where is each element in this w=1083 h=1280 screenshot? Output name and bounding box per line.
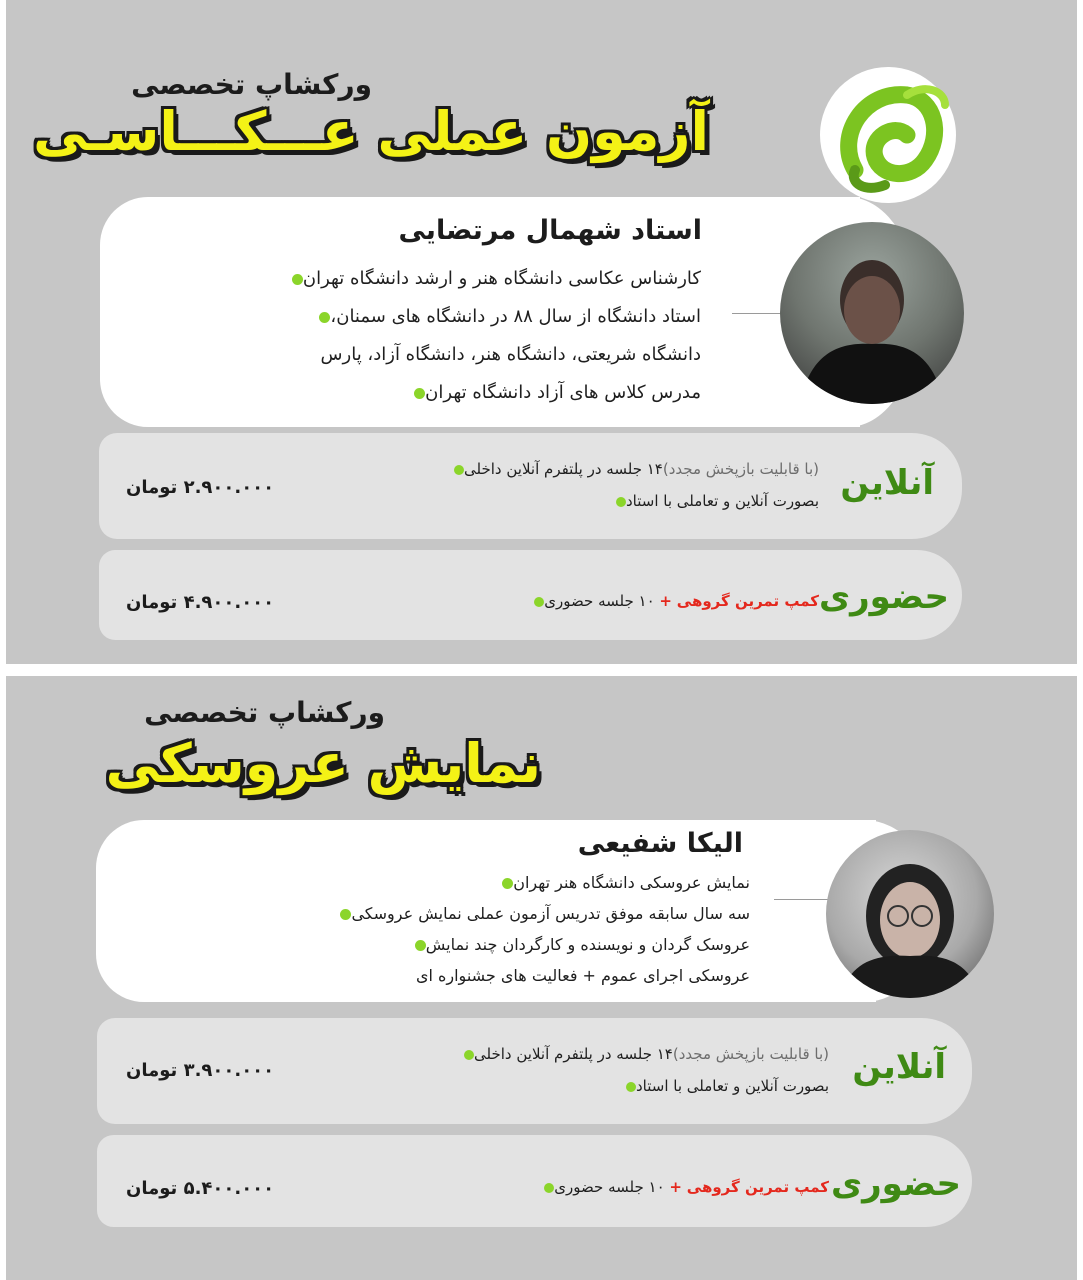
inperson-sessions-line: کمپ تمرین گروهی + ۱۰ جلسه حضوری bbox=[522, 592, 819, 610]
teacher-bio-list bbox=[282, 268, 701, 420]
bullet-dot-icon bbox=[544, 1183, 554, 1193]
workshop-title: آزمون عملی عـــکـــاسـی bbox=[33, 100, 709, 163]
workshop-eyebrow: ورکشاپ تخصصی bbox=[144, 696, 385, 729]
bullet-dot-icon bbox=[414, 388, 425, 399]
bullet-dot-icon bbox=[464, 1050, 474, 1060]
online-label: آنلاین bbox=[852, 1047, 946, 1087]
bio-item: نمایش عروسکی دانشگاه هنر تهران bbox=[330, 873, 750, 904]
connector-line bbox=[774, 899, 828, 900]
bullet-dot-icon bbox=[319, 312, 330, 323]
inperson-label: حضوری bbox=[830, 1164, 961, 1204]
online-label: آنلاین bbox=[840, 463, 934, 503]
bullet-dot-icon bbox=[292, 274, 303, 285]
bio-item: عروسک گردان و نویسنده و کارگردان چند نمایش bbox=[330, 935, 750, 966]
brand-swirl-logo-icon bbox=[815, 65, 961, 205]
teacher-name: استاد شهمال مرتضایی bbox=[398, 215, 702, 246]
workshop-eyebrow: ورکشاپ تخصصی bbox=[131, 68, 372, 101]
bio-item: دانشگاه شریعتی، دانشگاه هنر، دانشگاه آزاد، پارس bbox=[320, 344, 701, 365]
bullet-dot-icon bbox=[534, 597, 544, 607]
bio-item: مدرس کلاس های آزاد دانشگاه تهران bbox=[282, 382, 701, 420]
bullet-dot-icon bbox=[415, 940, 426, 951]
inperson-price: ۵.۴۰۰.۰۰۰ تومان bbox=[126, 1178, 275, 1199]
bio-item: عروسکی اجرای عموم + فعالیت های جشنواره ای bbox=[415, 966, 750, 985]
bullet-dot-icon bbox=[616, 497, 626, 507]
workshop-title: نمایش عروسکی bbox=[105, 732, 541, 795]
bullet-dot-icon bbox=[340, 909, 351, 920]
online-sessions-line: (با قابلیت بازپخش مجدد)۱۴ جلسه در پلتفرم آنلاین داخلی bbox=[452, 1045, 829, 1063]
bullet-dot-icon bbox=[454, 465, 464, 475]
bio-item: سه سال سابقه موفق تدریس آزمون عملی نمایش عروسکی bbox=[330, 904, 750, 935]
teacher-bio-list bbox=[330, 873, 750, 997]
bio-item: کارشناس عکاسی دانشگاه هنر و ارشد دانشگاه تهران bbox=[282, 268, 701, 306]
online-price: ۳.۹۰۰.۰۰۰ تومان bbox=[126, 1060, 275, 1081]
bullet-dot-icon bbox=[502, 878, 513, 889]
bio-item: استاد دانشگاه از سال ۸۸ در دانشگاه های سمنان، bbox=[282, 306, 701, 344]
teacher-name: الیکا شفیعی bbox=[577, 828, 743, 859]
inperson-sessions-line: کمپ تمرین گروهی + ۱۰ جلسه حضوری bbox=[532, 1178, 829, 1196]
teacher-photo-avatar bbox=[826, 830, 994, 998]
inperson-price: ۴.۹۰۰.۰۰۰ تومان bbox=[126, 592, 275, 613]
online-mode-line: بصورت آنلاین و تعاملی با استاد bbox=[614, 1077, 829, 1095]
online-price: ۲.۹۰۰.۰۰۰ تومان bbox=[126, 477, 275, 498]
teacher-photo-avatar bbox=[780, 222, 964, 404]
online-mode-line: بصورت آنلاین و تعاملی با استاد bbox=[604, 492, 819, 510]
bullet-dot-icon bbox=[626, 1082, 636, 1092]
inperson-label: حضوری bbox=[818, 577, 949, 617]
online-sessions-line: (با قابلیت بازپخش مجدد)۱۴ جلسه در پلتفرم آنلاین داخلی bbox=[442, 460, 819, 478]
connector-line bbox=[732, 313, 782, 314]
